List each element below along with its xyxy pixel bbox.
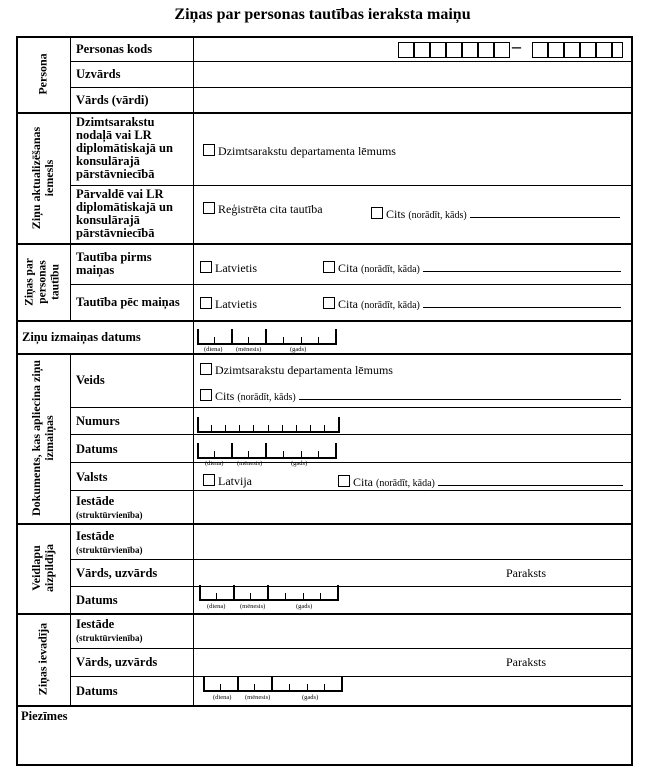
grid-line	[70, 61, 632, 62]
option-label: Cita	[353, 475, 373, 489]
section-dokuments: Dokuments, kas apliecina ziņu izmaiņas	[29, 359, 56, 517]
caption-gads: (gads)	[302, 694, 319, 701]
option-latvija[interactable]	[203, 474, 252, 489]
grid-line	[17, 705, 632, 707]
checkbox[interactable]	[323, 261, 335, 273]
fill-line[interactable]	[299, 389, 621, 400]
personal-code-cell[interactable]	[414, 42, 430, 58]
option-label: Dzimtsarakstu departamenta lēmums	[215, 363, 393, 377]
personal-code-cell[interactable]	[494, 42, 510, 58]
code-separator: –	[512, 36, 521, 56]
label-iestade: Iestāde	[76, 529, 115, 543]
date-comb[interactable]	[199, 585, 339, 601]
checkbox[interactable]	[200, 389, 212, 401]
grid-line	[70, 185, 632, 186]
personal-code-cell[interactable]	[612, 42, 623, 58]
form-title: Ziņas par personas tautības ieraksta maiņu	[174, 6, 471, 23]
grid-line	[70, 462, 632, 463]
personal-code-cell[interactable]	[446, 42, 462, 58]
label-strukturvieniba: (struktūrvienība)	[76, 545, 143, 555]
option-note: (norādīt, kāda)	[361, 264, 420, 275]
option-label: Latvietis	[215, 297, 257, 311]
checkbox[interactable]	[323, 297, 335, 309]
caption-gads: (gads)	[290, 346, 307, 353]
section-zinu-aktualizesana: Ziņu aktualizēšanas iemesls	[29, 126, 56, 230]
label-datums: Datums	[76, 684, 118, 698]
option-doc-dzimtsarakstu-lemums[interactable]	[200, 363, 393, 378]
checkbox[interactable]	[203, 144, 215, 156]
caption-menesis: (mēnesis)	[245, 694, 271, 701]
label-strukturvieniba: (struktūrvienība)	[76, 633, 143, 643]
option-note: (norādīt, kāds)	[408, 210, 467, 221]
label-vards-uzvards: Vārds, uzvārds	[76, 566, 158, 580]
option-label: Latvietis	[215, 261, 257, 275]
option-label: Dzimtsarakstu departamenta lēmums	[218, 144, 396, 158]
label-tautiba-pec: Tautība pēc maiņas	[76, 295, 180, 309]
date-comb[interactable]	[203, 676, 343, 692]
personal-code-cell[interactable]	[532, 42, 548, 58]
section-veidlapu-aizpildija: Veidlapu aizpildīja	[29, 544, 56, 593]
grid-line	[70, 434, 632, 435]
checkbox[interactable]	[200, 261, 212, 273]
grid-line	[70, 37, 71, 320]
option-label: Cita	[338, 261, 358, 275]
caption-gads: (gads)	[291, 460, 308, 467]
label-parvalde: Pārvaldē vai LR diplomātiskajā un konsulārajā pārstāvniecībā	[76, 187, 173, 240]
grid-line	[70, 676, 632, 677]
personal-code-cell[interactable]	[580, 42, 596, 58]
grid-line	[70, 490, 632, 491]
option-cita-pirms[interactable]	[323, 261, 621, 276]
label-datums: Datums	[76, 593, 118, 607]
fill-line[interactable]	[438, 475, 623, 486]
grid-line	[70, 648, 632, 649]
label-dzimtsarakstu-nodala: Dzimtsarakstu nodaļā vai LR diplomātiskajā un konsulārajā pārstāvniecībā	[76, 115, 173, 181]
caption-diena: (diena)	[213, 694, 232, 701]
personal-code-cell[interactable]	[596, 42, 612, 58]
label-numurs: Numurs	[76, 414, 120, 428]
label-personas-kods: Personas kods	[76, 42, 153, 56]
section-persona: Persona	[35, 53, 50, 95]
signature-label: Paraksts	[506, 655, 546, 669]
label-uzvards: Uzvārds	[76, 67, 121, 81]
label-strukturvieniba: (struktūrvienība)	[76, 510, 143, 520]
label-iestade: Iestāde	[76, 494, 115, 508]
label-vards-uzvards: Vārds, uzvārds	[76, 655, 158, 669]
checkbox[interactable]	[200, 363, 212, 375]
option-label: Cita	[338, 297, 358, 311]
checkbox[interactable]	[203, 202, 215, 214]
personal-code-cell[interactable]	[462, 42, 478, 58]
grid-line	[70, 586, 632, 587]
option-note: (norādīt, kāds)	[237, 392, 296, 403]
grid-line	[17, 320, 632, 322]
fill-line[interactable]	[470, 207, 620, 218]
option-label: Latvija	[218, 474, 252, 488]
grid-line	[70, 284, 632, 285]
label-piezimes: Piezīmes	[21, 709, 68, 723]
option-valsts-cita[interactable]	[338, 475, 623, 490]
personal-code-cell[interactable]	[564, 42, 580, 58]
checkbox[interactable]	[371, 207, 383, 219]
grid-line	[17, 112, 632, 114]
option-registreta-cita[interactable]	[203, 202, 323, 217]
option-label: Cits	[215, 389, 235, 403]
option-label: Reģistrēta cita tautība	[218, 202, 323, 216]
date-comb[interactable]	[197, 443, 337, 459]
number-comb[interactable]	[197, 417, 340, 433]
option-dzimtsarakstu-lemums[interactable]	[203, 144, 396, 159]
label-valsts: Valsts	[76, 470, 108, 484]
caption-diena: (diena)	[207, 603, 226, 610]
section-zinas-par-tautibu: Ziņas par personas tautību	[23, 258, 62, 306]
grid-line	[17, 353, 632, 355]
fill-line[interactable]	[423, 261, 621, 272]
option-latvietis-pec[interactable]	[200, 297, 257, 312]
label-tautiba-pirms: Tautība pirms maiņas	[76, 250, 152, 277]
label-vards: Vārds (vārdi)	[76, 93, 149, 107]
grid-line	[17, 613, 632, 615]
grid-line	[70, 559, 632, 560]
label-izmainas-datums: Ziņu izmaiņas datums	[22, 330, 141, 344]
section-zinas-ievadija: Ziņas ievadīja	[35, 622, 50, 696]
option-label: Cits	[386, 207, 406, 221]
caption-menesis: (mēnesis)	[240, 603, 266, 610]
option-note: (norādīt, kāda)	[361, 300, 420, 311]
checkbox[interactable]	[200, 297, 212, 309]
caption-diena: (diena)	[205, 460, 224, 467]
grid-line	[193, 37, 194, 320]
personal-code-cell[interactable]	[548, 42, 564, 58]
label-veids: Veids	[76, 373, 105, 387]
option-note: (norādīt, kāda)	[376, 478, 435, 489]
option-doc-cits[interactable]	[200, 389, 621, 404]
label-datums: Datums	[76, 442, 118, 456]
caption-menesis: (mēnesis)	[236, 346, 262, 353]
date-comb[interactable]	[197, 329, 337, 345]
personal-code-cell[interactable]	[478, 42, 494, 58]
signature-label: Paraksts	[506, 566, 546, 580]
option-cita-pec[interactable]	[323, 297, 621, 312]
option-latvietis-pirms[interactable]	[200, 261, 257, 276]
label-iestade: Iestāde	[76, 617, 115, 631]
caption-gads: (gads)	[296, 603, 313, 610]
personal-code-cell[interactable]	[398, 42, 414, 58]
caption-menesis: (mēnesis)	[237, 460, 263, 467]
grid-line	[17, 523, 632, 525]
checkbox[interactable]	[203, 474, 215, 486]
grid-line	[70, 407, 632, 408]
checkbox[interactable]	[338, 475, 350, 487]
option-cits[interactable]	[371, 207, 620, 222]
personal-code-cell[interactable]	[430, 42, 446, 58]
fill-line[interactable]	[423, 297, 621, 308]
grid-line	[70, 87, 632, 88]
grid-line	[193, 321, 194, 353]
caption-diena: (diena)	[204, 346, 223, 353]
grid-line	[17, 243, 632, 245]
